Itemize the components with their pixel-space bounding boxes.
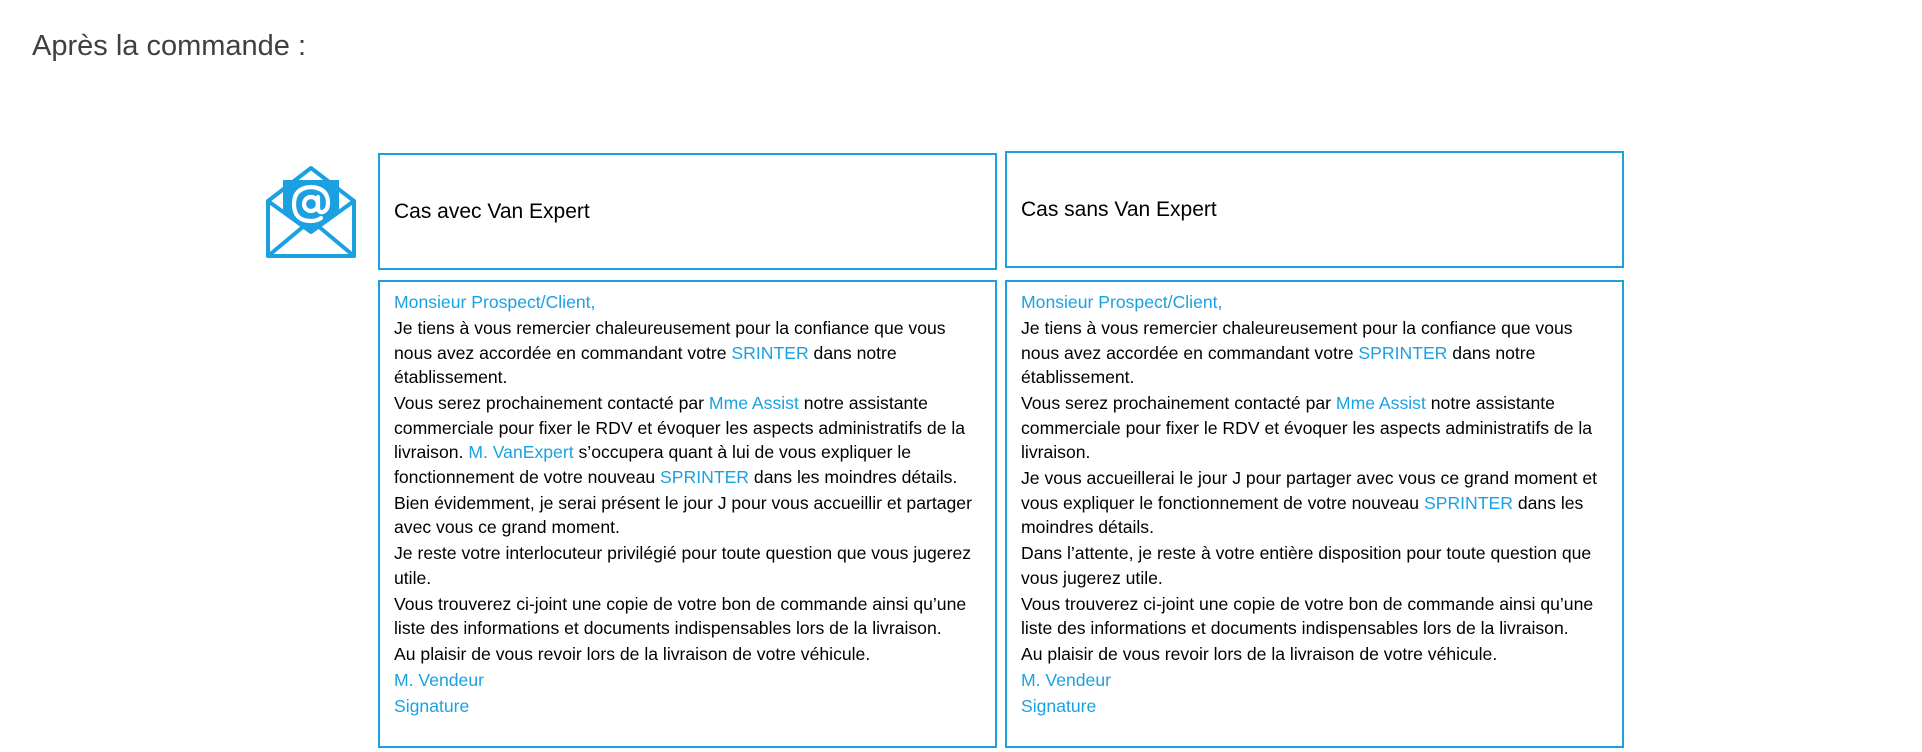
email-body-without-vanexpert (1005, 280, 1624, 748)
email-body-with-vanexpert (378, 280, 997, 748)
sender-name: M. Vendeur (394, 670, 484, 690)
paragraph-contact-person: Je reste votre interlocuteur privilégié pour toute question que vous jugerez utile. (394, 543, 972, 588)
paragraph-welcome: Je vous accueillerai le jour J pour partager avec vous ce grand moment et vous expliquer le fonctionnement de votre nouveau SPRINTER dans les moindres détails. (1021, 468, 1598, 537)
paragraph-contact: Vous serez prochainement contacté par Mme Assist notre assistante commerciale pour fixer le RDV et évoquer les aspects administratifs de la livraison. M. VanExpert s’occupera quant à lui de vous expliquer le fonctionnement de votre nouveau SPRINTER dans les moindres détails. (394, 393, 966, 487)
paragraph-presence: Bien évidemment, je serai présent le jour J pour vous accueillir et partager avec vous ce grand moment. (394, 492, 972, 537)
paragraph-closing: Au plaisir de vous revoir lors de la livraison de votre véhicule. (1021, 644, 1498, 664)
header-title-with-vanexpert: Cas avec Van Expert (394, 199, 590, 223)
header-title-without-vanexpert: Cas sans Van Expert (1021, 197, 1217, 221)
product-name: SRINTER (731, 342, 809, 363)
paragraph-attachment: Vous trouverez ci-joint une copie de votre bon de commande ainsi qu’une liste des informations et documents indispensables lors de la livraison. (1021, 593, 1594, 638)
header-box-without-vanexpert (1005, 151, 1624, 268)
paragraph-contact: Vous serez prochainement contacté par Mme Assist notre assistante commerciale pour fixer le RDV et évoquer les aspects administratifs de la livraison. (1021, 393, 1593, 462)
assistant-name: Mme Assist (708, 393, 799, 413)
header-box-with-vanexpert (378, 153, 997, 270)
signature: Signature (394, 696, 470, 716)
paragraph-thanks: Je tiens à vous remercier chaleureusement pour la confiance que vous nous avez accordée en commandant votre SRINTER dans notre établissement. (394, 318, 946, 387)
signature: Signature (1021, 696, 1097, 716)
paragraph-attachment: Vous trouverez ci-joint une copie de votre bon de commande ainsi qu’une liste des informations et documents indispensables lors de la livraison. (394, 593, 967, 638)
email-at-envelope-icon (264, 160, 358, 260)
paragraph-closing: Au plaisir de vous revoir lors de la livraison de votre véhicule. (394, 644, 871, 664)
product-name: SPRINTER (1423, 492, 1513, 513)
assistant-name: Mme Assist (1335, 393, 1426, 413)
vanexpert-name: M. VanExpert (468, 442, 574, 462)
product-name: SPRINTER (1358, 342, 1448, 363)
product-name: SPRINTER (660, 466, 750, 487)
greeting: Monsieur Prospect/Client, (1021, 292, 1223, 312)
greeting: Monsieur Prospect/Client, (394, 292, 596, 312)
sender-name: M. Vendeur (1021, 670, 1111, 690)
paragraph-availability: Dans l’attente, je reste à votre entière disposition pour toute question que vous jugerez utile. (1021, 543, 1592, 588)
page-heading: Après la commande : (32, 30, 307, 62)
paragraph-thanks: Je tiens à vous remercier chaleureusement pour la confiance que vous nous avez accordée en commandant votre SPRINTER dans notre établissement. (1021, 318, 1573, 387)
